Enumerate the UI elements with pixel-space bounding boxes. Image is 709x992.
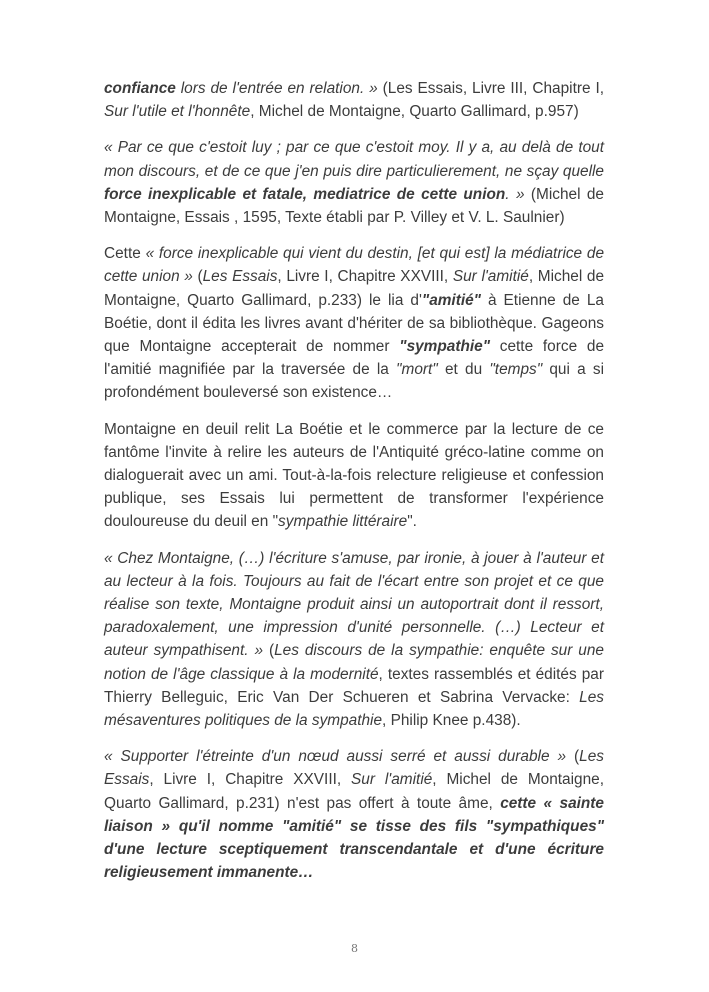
text-run: « Chez Montaigne, (…) l'écriture s'amuse, par ironie, à jouer à l'auteur et au lecteur à la fois. Toujours au fait de l'écart entre son projet et ce que réalise son texte, Montaigne produit ainsi un autoportrait dont il ressort, paradoxalement, une impression d'unité personnelle. (…) Lecteur et auteur sympathisent. »	[104, 549, 604, 660]
text-run: Les Essais	[104, 748, 604, 789]
text-run: "amitié"	[421, 291, 481, 309]
paragraph-1	[104, 77, 604, 123]
text-run: « force inexplicable qui vient du destin, [et qui est] la médiatrice de cette union »	[104, 245, 605, 286]
paragraph-2	[104, 136, 604, 229]
text-run: "mort"	[396, 361, 438, 379]
text-run: « Par ce que c'estoit luy ; par ce que c'estoit moy. Il y a, au delà de tout mon discours, et de ce que j'en puis dire particulierement, ne sçay quelle	[104, 139, 604, 180]
text-run: qui a si profondément bouleversé son existence…	[104, 361, 604, 402]
text-run: Les discours de la sympathie: enquête sur une notion de l'âge classique à la modernité	[104, 642, 604, 683]
text-run: . »	[505, 185, 525, 203]
paragraph-5	[104, 547, 604, 733]
text-run: (Michel de Montaigne, Essais , 1595, Texte établi par P. Villey et V. L. Saulnier)	[104, 185, 604, 227]
text-run: Sur l'amitié	[452, 268, 529, 286]
text-run: , Livre I, Chapitre XXVIII,	[149, 771, 352, 789]
text-run: "sympathie"	[399, 338, 490, 356]
text-run: cette force de l'amitié magnifiée par la traversée de la	[104, 338, 605, 379]
paragraph-6	[104, 745, 604, 884]
text-run: Les Essais	[202, 268, 278, 286]
text-run: Sur l'utile et l'honnête	[104, 103, 251, 121]
text-run: (Les Essais, Livre III, Chapitre I,	[377, 80, 604, 97]
text-run: (	[263, 642, 275, 660]
text-run: sympathie littéraire	[278, 513, 408, 531]
text-run: Montaigne en deuil relit La Boétie et le commerce par la lecture de ce fantôme l'invite à relire les auteurs de l'Antiquité gréco-latine comme on dialoguerait avec un ami. Tout-à-la-fois relecture religieuse et confession publique, ses Essais lui permettent de transformer l'expérience douloureuse du deuil en "	[104, 420, 604, 531]
text-run: Cette	[104, 245, 146, 263]
text-run: et du	[437, 361, 490, 379]
text-run: , Michel de Montaigne, Quarto Gallimard, p.231) n'est pas offert à toute âme,	[104, 771, 604, 812]
text-run: force inexplicable et fatale, mediatrice de cette union	[104, 185, 506, 203]
text-run: lors de l'entrée en relation. »	[175, 80, 378, 97]
text-run: cette « sainte liaison » qu'il nomme "amitié" se tisse des fils "sympathiques" d'une lecture sceptiquement transcendantale et d'une écriture religieusement immanente…	[104, 794, 604, 882]
page-number: 8	[351, 942, 358, 955]
text-run: , Michel de Montaigne, Quarto Gallimard, p.957)	[250, 103, 579, 121]
text-run: , Michel de Montaigne, Quarto Gallimard, p.233) le lia d'	[104, 268, 604, 309]
text-run: « Supporter l'étreinte d'un nœud aussi serré et aussi durable »	[104, 748, 567, 766]
text-run: , textes rassemblés et édités par Thierry Belleguic, Eric Van Der Schueren et Sabrina Vervacke:	[104, 665, 604, 706]
text-run: Sur l'amitié	[351, 771, 433, 789]
text-run: , Philip Knee p.438).	[382, 712, 521, 730]
page-body	[104, 77, 604, 885]
paragraph-3	[104, 242, 604, 404]
text-run: à Etienne de La Boétie, dont il édita les livres avant d'hériter de sa bibliothèque. Gageons que Montaigne accepterait de nommer	[104, 291, 604, 356]
text-run: confiance	[104, 80, 176, 97]
text-run: (	[566, 748, 580, 766]
text-run: (	[192, 268, 203, 286]
paragraph-4	[104, 418, 604, 534]
text-run: ".	[407, 513, 417, 531]
text-run: Les mésaventures politiques de la sympathie	[104, 688, 604, 730]
text-run: "temps"	[489, 361, 543, 379]
text-run: , Livre I, Chapitre XXVIII,	[277, 268, 453, 286]
